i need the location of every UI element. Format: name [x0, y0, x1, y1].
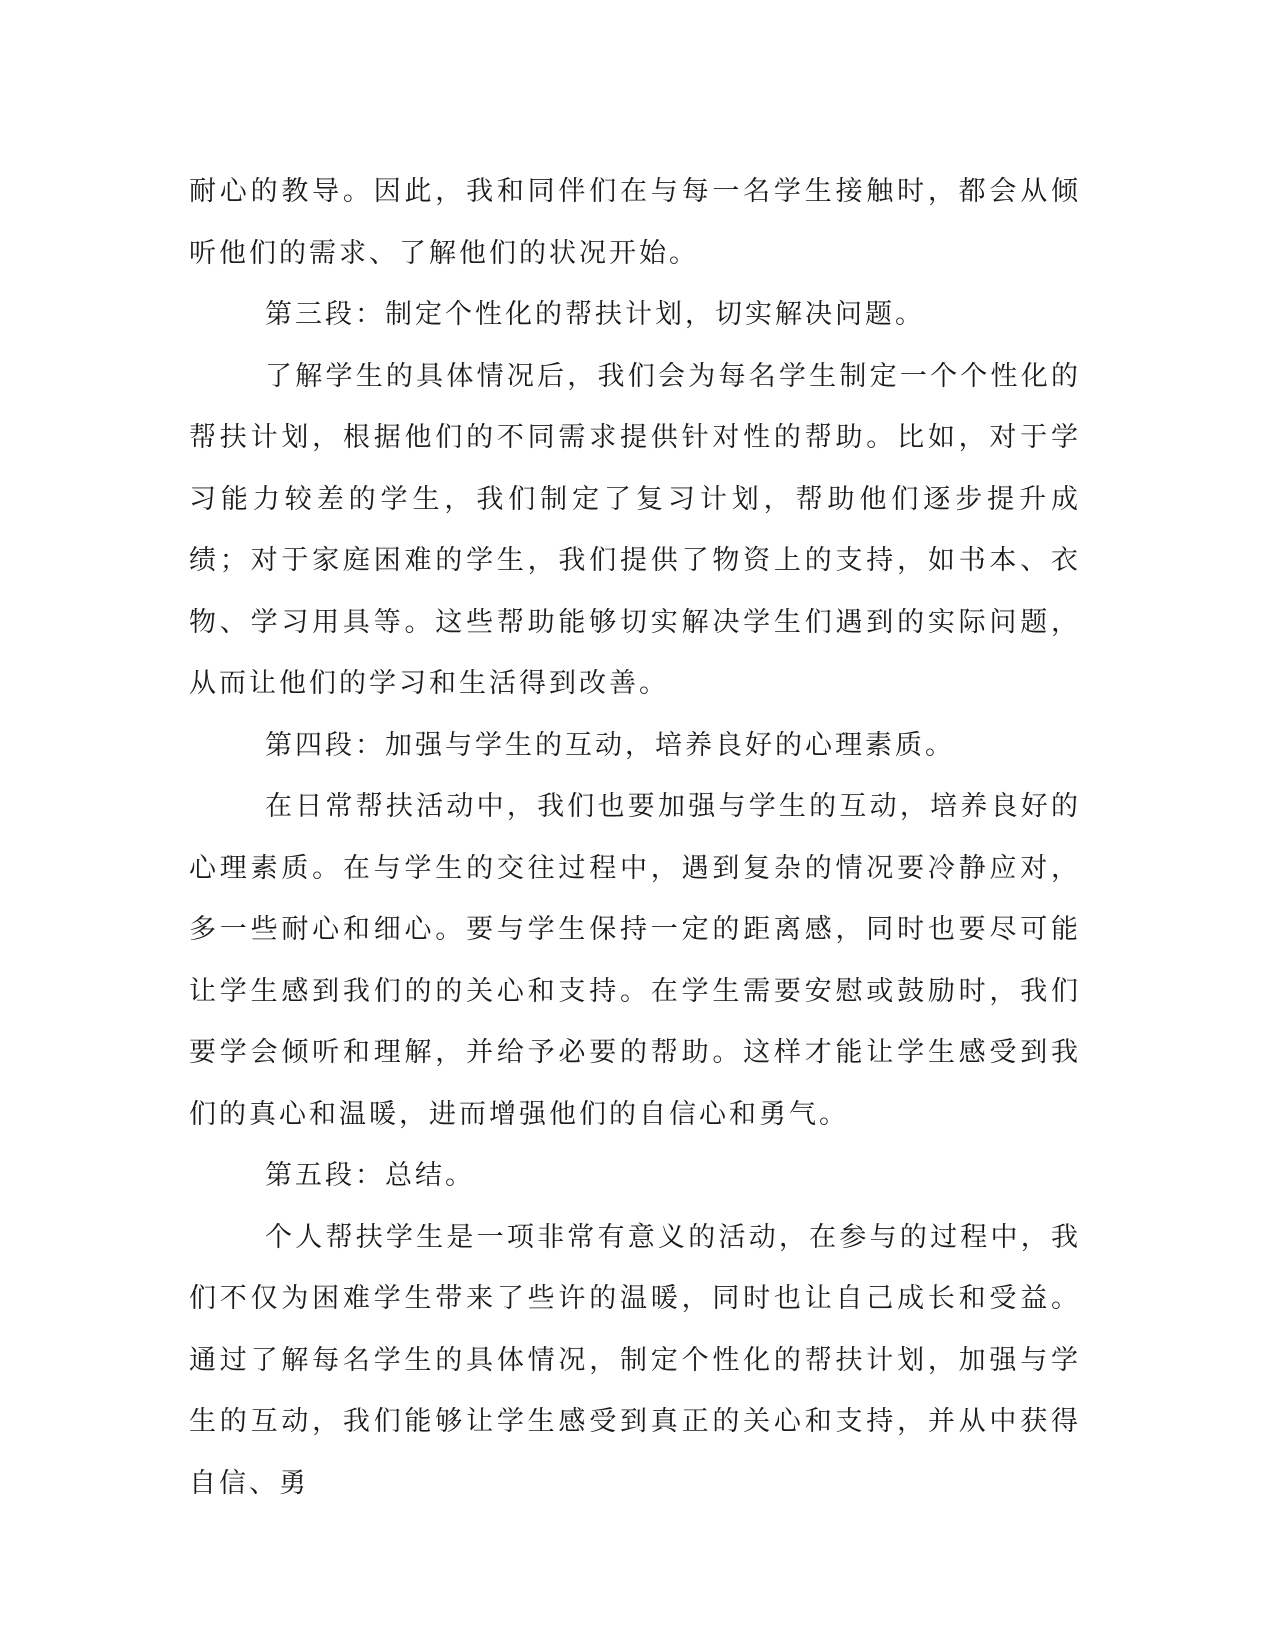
section-heading-3: 第三段：制定个性化的帮扶计划，切实解决问题。: [265, 299, 925, 330]
paragraph-continuation: 耐心的教导。因此，我和同伴们在与每一名学生接触时，都会从倾听他们的需求、了解他们的状况开始。: [189, 176, 1081, 269]
section-heading-5: 第五段：总结。: [265, 1160, 475, 1191]
paragraph-4: 在日常帮扶活动中，我们也要加强与学生的互动，培养良好的心理素质。在与学生的交往过程中，遇到复杂的情况要冷静应对，多一些耐心和细心。要与学生保持一定的距离感，同时也要尽可能让学生感到我们的的关心和支持。在学生需要安慰或鼓励时，我们要学会倾听和理解，并给予必要的帮助。这样才能让学生感受到我们的真心和温暖，进而增强他们的自信心和勇气。: [189, 791, 1081, 1130]
paragraph-5: 个人帮扶学生是一项非常有意义的活动，在参与的过程中，我们不仅为困难学生带来了些许的温暖，同时也让自己成长和受益。通过了解每名学生的具体情况，制定个性化的帮扶计划，加强与学生的互动，我们能够让学生感受到真正的关心和支持，并从中获得自信、勇: [189, 1221, 1081, 1499]
section-heading-4: 第四段：加强与学生的互动，培养良好的心理素质。: [265, 729, 955, 761]
paragraph-3: 了解学生的具体情况后，我们会为每名学生制定一个个性化的帮扶计划，根据他们的不同需求提供针对性的帮助。比如，对于学习能力较差的学生，我们制定了复习计划，帮助他们逐步提升成绩；对于家庭困难的学生，我们提供了物资上的支持，如书本、衣物、学习用具等。这些帮助能够切实解决学生们遇到的实际问题，从而让他们的学习和生活得到改善。: [189, 360, 1081, 699]
document-body: [189, 161, 1081, 1514]
